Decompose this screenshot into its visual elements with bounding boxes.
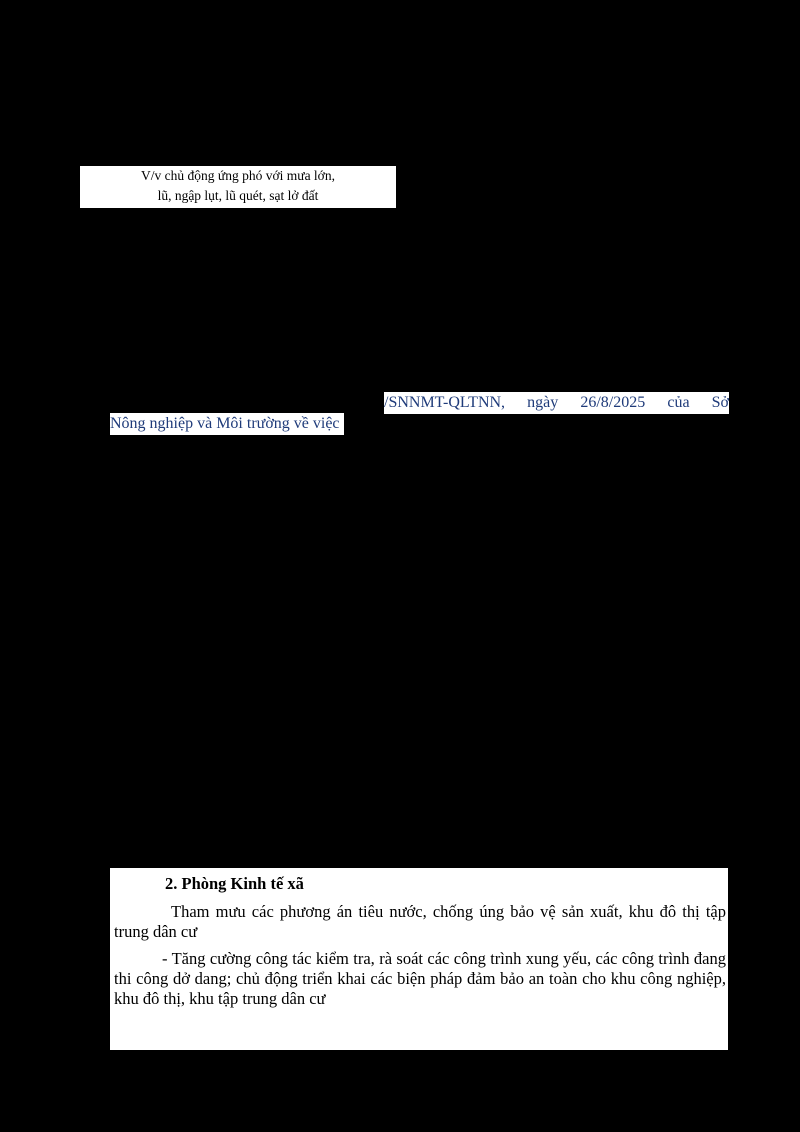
reference-word-ngay: ngày [527,394,559,411]
reference-word-so: Sở [711,394,729,411]
reference-word-cua: của [667,394,690,411]
reference-line-2: Nông nghiệp và Môi trường về việc [110,413,344,435]
reference-line-1 [384,392,729,414]
reference-doc-code: /SNNMT-QLTNN, [384,394,506,411]
reference-date: 26/8/2025 [580,394,646,411]
section-paragraph-2: - Tăng cường công tác kiểm tra, rà soát các công trình xung yếu, các công trình đang thi công dở dang; chủ động triển khai các biện pháp đảm bảo an toàn cho khu công nghiệp, khu đô thị, khu tập trung dân cư [114,949,726,1008]
subject-line-2: lũ, ngập lụt, lũ quét, sạt lở đất [157,188,319,203]
subject-line-1: V/v chủ động ứng phó với mưa lớn, [141,168,335,183]
section-paragraph-1: Tham mưu các phương án tiêu nước, chống úng bảo vệ sản xuất, khu đô thị tập trung dân cư [114,902,726,941]
section-box [110,868,728,1050]
subject-line-box [80,166,396,208]
section-title: 2. Phòng Kinh tế xã [165,874,304,893]
